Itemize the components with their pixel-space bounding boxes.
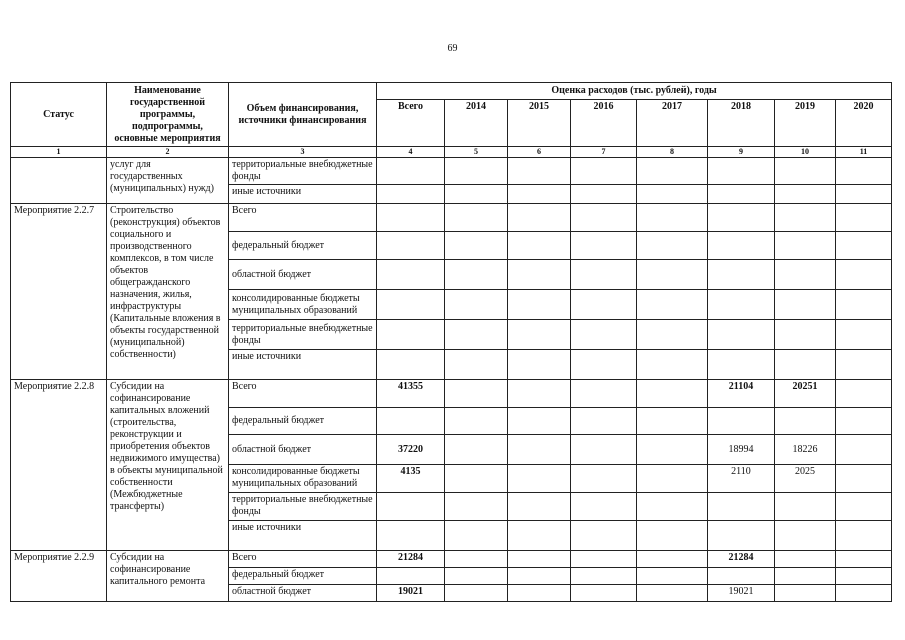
measure-name: Строительство (реконструкция) объектов социального и производственного комплексов, в том числе объектов общегражданского назначения, жилья, инфраструктуры (Капитальные вложения в объекты государственной (муниципальной) собственности) [107,204,229,380]
table-row [11,204,892,232]
value-2018 [708,568,775,585]
header-year: 2014 [445,100,508,147]
table-row [11,551,892,568]
value-2019 [775,568,836,585]
value-2019 [775,493,836,521]
measure-name: Субсидии на софинансирование капитальных вложений (строительства, реконструкции и приобретения объектов недвижимого имущества) в объекты муниципальной собственности (Межбюджетные трансферты) [107,380,229,551]
column-index: 10 [775,147,836,158]
value-2018 [708,260,775,290]
column-index: 7 [571,147,637,158]
value-2019: 2025 [775,465,836,493]
header-status: Статус [11,83,107,147]
header-year: 2017 [637,100,708,147]
value-2018 [708,185,775,204]
funding-source: федеральный бюджет [229,232,377,260]
funding-source: территориальные внебюджетные фонды [229,158,377,185]
status-cell: Мероприятие 2.2.9 [11,551,107,602]
value-2018 [708,290,775,320]
funding-source: иные источники [229,185,377,204]
value-2019: 20251 [775,380,836,408]
value-total [377,290,445,320]
header-total: Всего [377,100,445,147]
header-year: 2016 [571,100,637,147]
funding-source: областной бюджет [229,435,377,465]
funding-source: консолидированные бюджеты муниципальных образований [229,290,377,320]
value-2018 [708,493,775,521]
funding-source: иные источники [229,521,377,551]
header-year: 2020 [836,100,892,147]
value-2019 [775,185,836,204]
header-year: 2018 [708,100,775,147]
column-index: 5 [445,147,508,158]
value-2019 [775,350,836,380]
value-2018 [708,158,775,185]
funding-source: областной бюджет [229,260,377,290]
value-total [377,350,445,380]
value-2018: 2110 [708,465,775,493]
value-total: 4135 [377,465,445,493]
value-total: 41355 [377,380,445,408]
value-total [377,568,445,585]
value-2018: 21104 [708,380,775,408]
column-index: 9 [708,147,775,158]
value-2019: 18226 [775,435,836,465]
value-total: 37220 [377,435,445,465]
value-2019 [775,320,836,350]
column-index: 1 [11,147,107,158]
header-year: 2015 [508,100,571,147]
value-total [377,320,445,350]
value-total [377,158,445,185]
table-row [11,158,892,185]
column-index: 11 [836,147,892,158]
column-index: 6 [508,147,571,158]
value-2018 [708,232,775,260]
funding-source: территориальные внебюджетные фонды [229,493,377,521]
status-cell: Мероприятие 2.2.8 [11,380,107,551]
funding-source: областной бюджет [229,585,377,602]
value-total [377,204,445,232]
column-index: 4 [377,147,445,158]
value-2018 [708,320,775,350]
value-2019 [775,232,836,260]
header-name: Наименование государственной программы, подпрограммы, основные мероприятия [107,83,229,147]
value-total [377,185,445,204]
value-total: 21284 [377,551,445,568]
value-2019 [775,408,836,435]
value-2018: 19021 [708,585,775,602]
value-total [377,260,445,290]
funding-source: Всего [229,380,377,408]
value-2018: 21284 [708,551,775,568]
column-index: 2 [107,147,229,158]
funding-source: иные источники [229,350,377,380]
column-index: 8 [637,147,708,158]
header-row-top [11,83,892,100]
header-funding: Объем финансирования, источники финансирования [229,83,377,147]
value-2019 [775,260,836,290]
funding-source: федеральный бюджет [229,408,377,435]
value-total [377,521,445,551]
funding-source: Всего [229,551,377,568]
measure-name: услуг для государственных (муниципальных) нужд) [107,158,229,204]
value-2019 [775,290,836,320]
value-2019 [775,551,836,568]
budget-table [10,82,892,602]
value-2018 [708,521,775,551]
value-2018: 18994 [708,435,775,465]
value-2019 [775,521,836,551]
value-2019 [775,204,836,232]
status-cell: Мероприятие 2.2.7 [11,204,107,380]
measure-name: Субсидии на софинансирование капитального ремонта [107,551,229,602]
header-estimate: Оценка расходов (тыс. рублей), годы [377,83,892,100]
column-index: 3 [229,147,377,158]
value-total [377,408,445,435]
funding-source: консолидированные бюджеты муниципальных образований [229,465,377,493]
status-cell [11,158,107,204]
table-row [11,380,892,408]
page-number: 69 [447,43,458,54]
funding-source: федеральный бюджет [229,568,377,585]
value-2018 [708,408,775,435]
value-total [377,232,445,260]
value-2019 [775,585,836,602]
value-2019 [775,158,836,185]
column-index-row [11,147,892,158]
funding-source: Всего [229,204,377,232]
funding-source: территориальные внебюджетные фонды [229,320,377,350]
value-total: 19021 [377,585,445,602]
value-2018 [708,350,775,380]
header-year: 2019 [775,100,836,147]
value-2018 [708,204,775,232]
value-total [377,493,445,521]
